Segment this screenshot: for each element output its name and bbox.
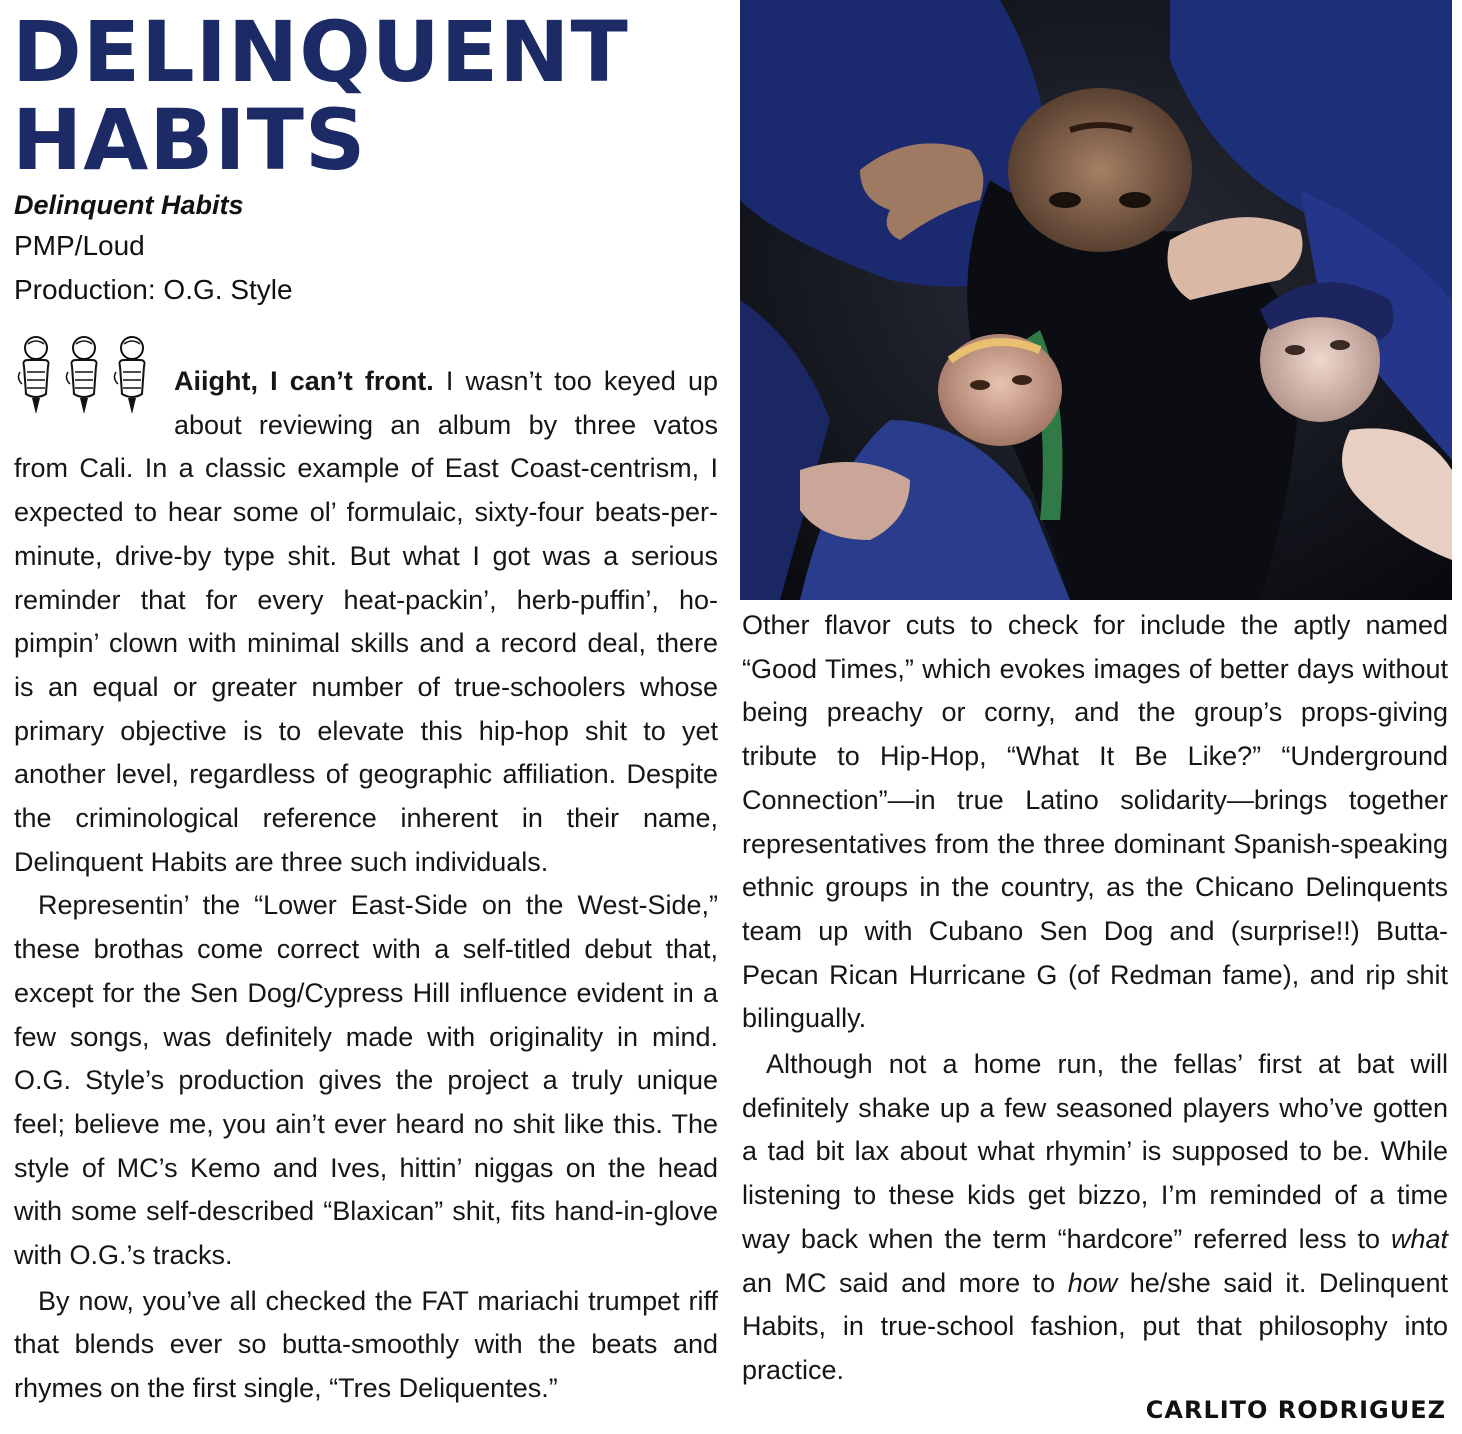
title-line-1: DELINQUENT: [12, 3, 629, 101]
record-label: PMP/Loud: [14, 230, 145, 261]
review-paragraph-4: Other flavor cuts to check for include the aptly named “Good Times,” which evokes images of better days without being preachy or corny, and the group’s props-giving tribute to Hip-Hop, “What It Be Like?” “Underground Connection”—in true Latino solidarity—brings together representatives from the three dominant Spanish-speaking ethnic groups in the country, as the Chicano Delinquents team up with Cubano Sen Dog and (surprise!!) Butta-Pecan Rican Hurricane G (of Redman fame), and rip shit bilingually.: [742, 610, 1448, 1034]
review-title: [12, 3, 732, 189]
review-paragraph-5-c: he/she said it. Delinquent Habits, in true-school fashion, put that philosophy into practice.: [742, 1267, 1448, 1385]
review-paragraph-2: Representin’ the “Lower East-Side on the West-Side,” these brothas come correct with a self-titled debut that, except for the Sen Dog/Cypress Hill influence evident in a few songs, was definitely made with originality in mind. O.G. Style’s production gives the project a truly unique feel; believe me, you ain’t ever heard no shit like this. The style of MC’s Kemo and Ives, hittin’ niggas on the head with some self-described “Blaxican” shit, fits hand-in-glove with O.G.’s tracks.: [14, 890, 718, 1271]
review-paragraph-1: [14, 360, 718, 884]
production-credit: Production: O.G. Style: [14, 274, 293, 305]
band-photo: [740, 0, 1452, 600]
author-byline: CARLITO RODRIGUEZ: [1145, 1396, 1446, 1424]
rating-spacer: [14, 360, 174, 444]
review-paragraph-1-text: I wasn’t too keyed up about reviewing an album by three vatos from Cali. In a classic example of East Coast-centrism, I expected to hear some ol’ formulaic, sixty-four beats-per-minute, drive-by type shit. But what I got was a serious reminder that for every heat-packin’, herb-puffin’, ho-pimpin’ clown with minimal skills and a record deal, there is an equal or greater number of true-schoolers whose primary objective is to elevate this hip-hop shit to yet another level, regardless of geographic affiliation. Despite the criminological reference inherent in their name, Delinquent Habits are three such individuals.: [14, 366, 719, 877]
review-paragraph-5: [742, 1043, 1448, 1393]
album-info: [14, 186, 714, 312]
review-lead: Aiight, I can’t front.: [174, 366, 434, 396]
review-column-right: [742, 604, 1448, 1393]
review-paragraph-5-a: Although not a home run, the fellas’ first at bat will definitely shake up a few seasoned players who’ve gotten a tad bit lax about what rhymin’ is supposed to be. While listening to these kids get bizzo, I’m reminded of a time way back when the term “hardcore” referred less to: [742, 1049, 1448, 1254]
title-line-2: HABITS: [12, 91, 367, 189]
review-paragraph-3: By now, you’ve all checked the FAT mariachi trumpet riff that blends ever so butta-smoothly with the beats and rhymes on the first single, “Tres Deliquentes.”: [14, 1285, 718, 1404]
review-paragraph-5-b: an MC said and more to: [742, 1267, 1068, 1298]
album-name: Delinquent Habits: [14, 190, 244, 220]
emphasis-how: how: [1067, 1267, 1118, 1298]
emphasis-what: what: [1390, 1223, 1448, 1254]
review-column-left: [14, 360, 718, 1411]
